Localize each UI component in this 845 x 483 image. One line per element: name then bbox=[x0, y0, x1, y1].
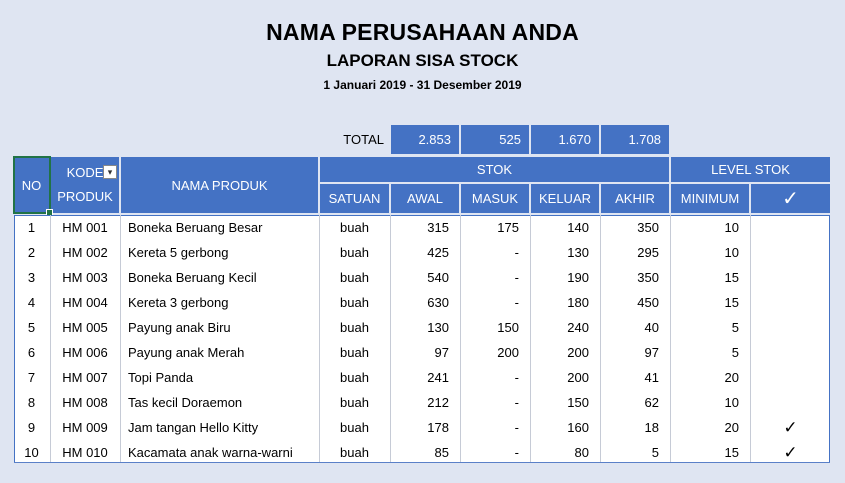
cell-awal[interactable]: 212 bbox=[427, 395, 449, 410]
cell-satuan[interactable]: buah bbox=[340, 320, 369, 335]
cell-no[interactable]: 5 bbox=[27, 320, 36, 335]
cell-awal[interactable]: 97 bbox=[434, 345, 449, 360]
header-masuk-label: MASUK bbox=[471, 191, 519, 206]
cell-akhir[interactable]: 5 bbox=[651, 445, 659, 460]
cell-akhir[interactable]: 62 bbox=[644, 395, 659, 410]
filter-dropdown-icon[interactable]: ▾ bbox=[103, 165, 117, 179]
header-awal[interactable] bbox=[391, 184, 459, 213]
total-keluar-cell[interactable]: 1.670 bbox=[531, 125, 599, 154]
header-nama-produk[interactable] bbox=[121, 157, 318, 213]
cell-satuan[interactable]: buah bbox=[340, 345, 369, 360]
cell-satuan[interactable]: buah bbox=[340, 420, 369, 435]
cell-minimum[interactable]: 20 bbox=[724, 370, 739, 385]
cell-akhir[interactable]: 41 bbox=[644, 370, 659, 385]
cell-satuan[interactable]: buah bbox=[340, 395, 369, 410]
cell-awal[interactable]: 315 bbox=[427, 220, 449, 235]
cell-masuk[interactable]: - bbox=[514, 445, 519, 460]
cell-kode[interactable]: HM 009 bbox=[62, 420, 108, 435]
cell-minimum[interactable]: 10 bbox=[724, 220, 739, 235]
cell-kode[interactable]: HM 007 bbox=[62, 370, 108, 385]
cell-kode[interactable]: HM 006 bbox=[62, 345, 108, 360]
cell-keluar[interactable]: 80 bbox=[574, 445, 589, 460]
cell-no[interactable]: 1 bbox=[27, 220, 36, 235]
cell-keluar[interactable]: 200 bbox=[567, 370, 589, 385]
header-satuan[interactable] bbox=[320, 184, 389, 213]
cell-kode[interactable]: HM 010 bbox=[62, 445, 108, 460]
cell-masuk[interactable]: - bbox=[514, 270, 519, 285]
cell-satuan[interactable]: buah bbox=[340, 445, 369, 460]
header-produk-label: PRODUK bbox=[57, 189, 113, 204]
cell-nama[interactable]: Kereta 3 gerbong bbox=[128, 295, 229, 310]
cell-no[interactable]: 10 bbox=[24, 445, 39, 460]
cell-akhir[interactable]: 450 bbox=[637, 295, 659, 310]
checkmark-icon[interactable] bbox=[751, 340, 830, 365]
cell-masuk[interactable]: - bbox=[514, 395, 519, 410]
cell-awal[interactable]: 241 bbox=[427, 370, 449, 385]
cell-nama[interactable]: Payung anak Merah bbox=[128, 345, 245, 360]
header-minimum[interactable] bbox=[671, 184, 749, 213]
data-table-body bbox=[14, 215, 830, 463]
cell-nama[interactable]: Payung anak Biru bbox=[128, 320, 231, 335]
cell-akhir[interactable]: 18 bbox=[644, 420, 659, 435]
cell-awal[interactable]: 630 bbox=[427, 295, 449, 310]
cell-no[interactable]: 3 bbox=[27, 270, 36, 285]
cell-masuk[interactable]: 150 bbox=[497, 320, 519, 335]
checkmark-icon: ✓ bbox=[782, 188, 799, 210]
cell-masuk[interactable]: 200 bbox=[497, 345, 519, 360]
cell-masuk[interactable]: - bbox=[514, 295, 519, 310]
cell-kode[interactable]: HM 002 bbox=[62, 245, 108, 260]
cell-keluar[interactable]: 190 bbox=[567, 270, 589, 285]
cell-masuk[interactable]: - bbox=[514, 370, 519, 385]
cell-awal[interactable]: 540 bbox=[427, 270, 449, 285]
cell-awal[interactable]: 425 bbox=[427, 245, 449, 260]
header-no[interactable] bbox=[14, 157, 49, 213]
cell-awal[interactable]: 130 bbox=[427, 320, 449, 335]
cell-minimum[interactable]: 10 bbox=[724, 395, 739, 410]
cell-satuan[interactable]: buah bbox=[340, 245, 369, 260]
cell-no[interactable]: 2 bbox=[27, 245, 36, 260]
header-akhir-label: AKHIR bbox=[615, 191, 655, 206]
checkmark-icon[interactable] bbox=[751, 365, 830, 390]
cell-minimum[interactable]: 5 bbox=[731, 345, 739, 360]
header-nama-label: NAMA PRODUK bbox=[171, 177, 268, 193]
cell-minimum[interactable]: 20 bbox=[724, 420, 739, 435]
header-minimum-label: MINIMUM bbox=[680, 191, 740, 206]
cell-satuan[interactable]: buah bbox=[340, 370, 369, 385]
cell-satuan[interactable]: buah bbox=[340, 220, 369, 235]
cell-nama[interactable]: Boneka Beruang Besar bbox=[128, 220, 263, 235]
total-label: TOTAL bbox=[343, 132, 384, 147]
cell-keluar[interactable]: 180 bbox=[567, 295, 589, 310]
total-awal-cell[interactable]: 2.853 bbox=[391, 125, 459, 154]
cell-satuan[interactable]: buah bbox=[340, 270, 369, 285]
header-keluar-label: KELUAR bbox=[538, 191, 592, 206]
total-masuk-cell[interactable]: 525 bbox=[461, 125, 529, 154]
cell-akhir[interactable]: 40 bbox=[644, 320, 659, 335]
checkmark-icon[interactable]: ✓ bbox=[783, 443, 798, 462]
cell-minimum[interactable]: 15 bbox=[724, 445, 739, 460]
cell-no[interactable]: 7 bbox=[27, 370, 36, 385]
cell-minimum[interactable]: 15 bbox=[724, 270, 739, 285]
cell-keluar[interactable]: 160 bbox=[567, 420, 589, 435]
checkmark-icon[interactable] bbox=[751, 315, 830, 340]
header-awal-label: AWAL bbox=[407, 191, 443, 206]
cell-akhir[interactable]: 350 bbox=[637, 270, 659, 285]
cell-nama[interactable]: Jam tangan Hello Kitty bbox=[128, 420, 259, 435]
cell-kode[interactable]: HM 005 bbox=[62, 320, 108, 335]
checkmark-icon[interactable] bbox=[751, 240, 830, 265]
report-title: LAPORAN SISA STOCK bbox=[326, 51, 519, 70]
table-bottom-border bbox=[14, 462, 830, 463]
header-satuan-label: SATUAN bbox=[328, 191, 381, 206]
cell-nama[interactable]: Topi Panda bbox=[128, 370, 194, 385]
report-period: 1 Januari 2019 - 31 Desember 2019 bbox=[323, 78, 522, 92]
cell-keluar[interactable]: 200 bbox=[567, 345, 589, 360]
cell-awal[interactable]: 85 bbox=[434, 445, 449, 460]
cell-akhir[interactable]: 350 bbox=[637, 220, 659, 235]
cell-minimum[interactable]: 10 bbox=[724, 245, 739, 260]
cell-no[interactable]: 4 bbox=[27, 295, 36, 310]
cell-no[interactable]: 6 bbox=[27, 345, 36, 360]
header-akhir[interactable] bbox=[601, 184, 669, 213]
cell-akhir[interactable]: 295 bbox=[637, 245, 659, 260]
cell-kode[interactable]: HM 004 bbox=[62, 295, 108, 310]
cell-nama[interactable]: Kacamata anak warna-warni bbox=[128, 445, 293, 460]
cell-masuk[interactable]: - bbox=[514, 420, 519, 435]
header-stok-group[interactable] bbox=[320, 157, 669, 182]
cell-kode[interactable]: HM 008 bbox=[62, 395, 108, 410]
cell-keluar[interactable]: 140 bbox=[567, 220, 589, 235]
header-stok-label: STOK bbox=[476, 162, 513, 177]
checkmark-icon[interactable] bbox=[751, 215, 830, 240]
header-masuk[interactable] bbox=[461, 184, 529, 213]
cell-minimum[interactable]: 15 bbox=[724, 295, 739, 310]
cell-no[interactable]: 8 bbox=[27, 395, 36, 410]
header-check[interactable] bbox=[751, 184, 830, 213]
checkmark-icon[interactable] bbox=[751, 290, 830, 315]
cell-awal[interactable]: 178 bbox=[427, 420, 449, 435]
cell-keluar[interactable]: 130 bbox=[567, 245, 589, 260]
cell-no[interactable]: 9 bbox=[27, 420, 36, 435]
cell-minimum[interactable]: 5 bbox=[731, 320, 739, 335]
cell-kode[interactable]: HM 003 bbox=[62, 270, 108, 285]
cell-masuk[interactable]: 175 bbox=[497, 220, 519, 235]
cell-keluar[interactable]: 240 bbox=[567, 320, 589, 335]
header-kode-label: KODE bbox=[66, 165, 104, 180]
total-akhir-cell[interactable]: 1.708 bbox=[601, 125, 669, 154]
checkmark-icon[interactable] bbox=[751, 390, 830, 415]
cell-akhir[interactable]: 97 bbox=[644, 345, 659, 360]
header-level-stok-group[interactable] bbox=[671, 157, 830, 182]
company-name: NAMA PERUSAHAAN ANDA bbox=[266, 19, 579, 45]
header-no-label: NO bbox=[21, 177, 42, 193]
header-level-label: LEVEL STOK bbox=[711, 162, 790, 177]
cell-satuan[interactable]: buah bbox=[340, 295, 369, 310]
cell-kode[interactable]: HM 001 bbox=[62, 220, 108, 235]
checkmark-icon[interactable]: ✓ bbox=[783, 418, 798, 437]
cell-nama[interactable]: Tas kecil Doraemon bbox=[128, 395, 243, 410]
cell-nama[interactable]: Kereta 5 gerbong bbox=[128, 245, 229, 260]
cell-nama[interactable]: Boneka Beruang Kecil bbox=[128, 270, 257, 285]
cell-keluar[interactable]: 150 bbox=[567, 395, 589, 410]
header-keluar[interactable] bbox=[531, 184, 599, 213]
checkmark-icon[interactable] bbox=[751, 265, 830, 290]
cell-masuk[interactable]: - bbox=[514, 245, 519, 260]
